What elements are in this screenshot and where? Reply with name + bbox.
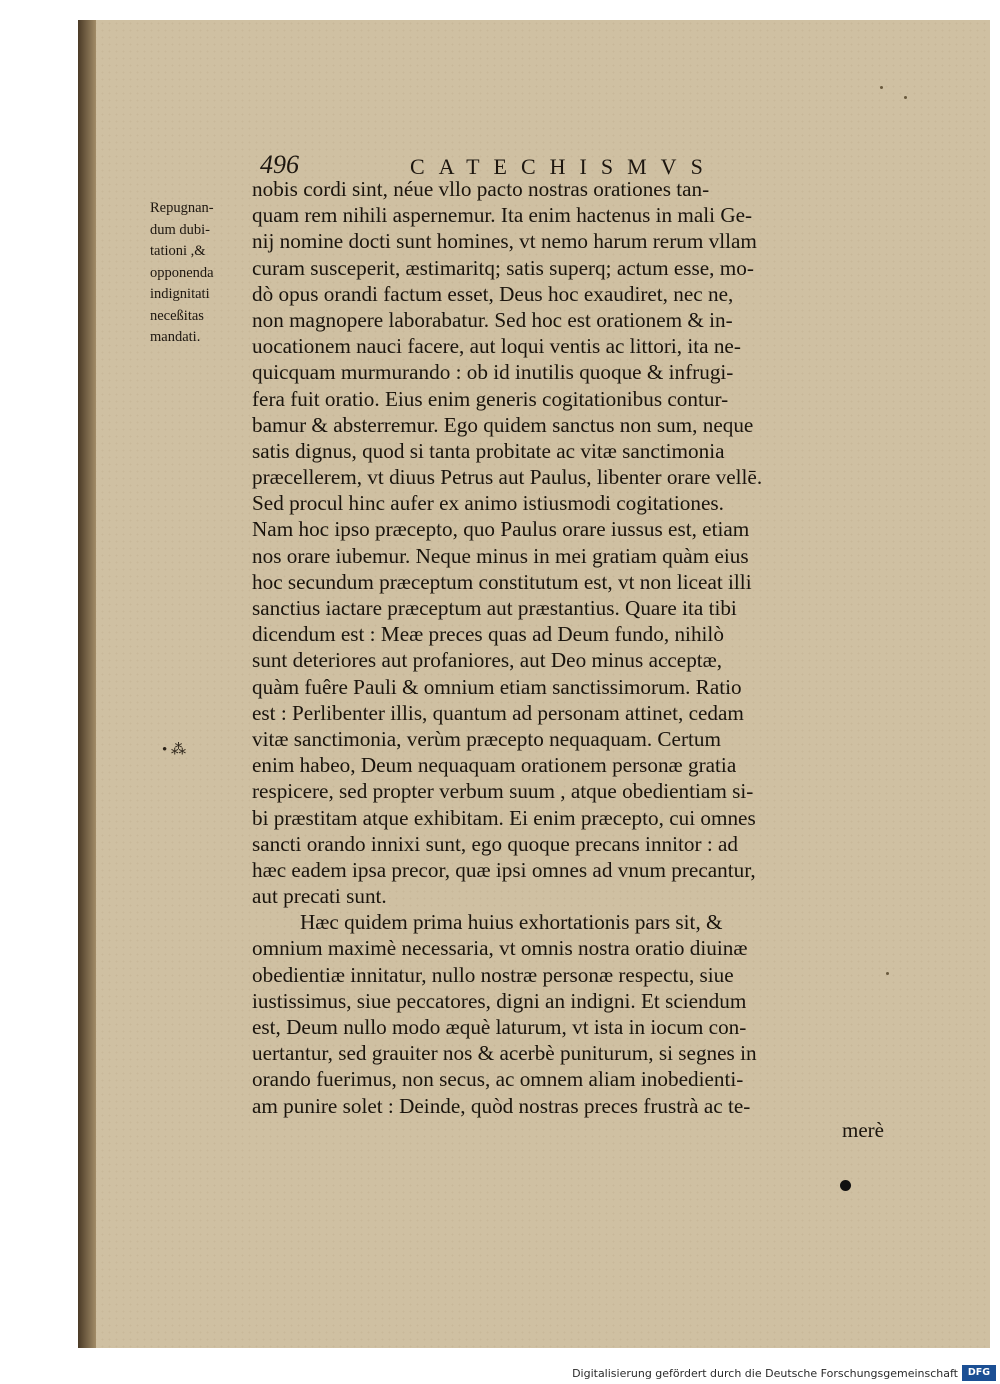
- text-line: nos orare iubemur. Neque minus in mei gratiam quàm eius: [252, 543, 749, 568]
- text-line: nobis cordi sint, néue vllo pacto nostras orationes tan-: [252, 177, 710, 201]
- paper-speck: [880, 86, 883, 89]
- text-line: sancti orando innixi sunt, ego quoque precans innitor : ad: [252, 831, 739, 856]
- funding-credit: Digitalisierung gefördert durch die Deutsche Forschungsgemeinschaft: [572, 1367, 958, 1380]
- text-line: respicere, sed propter verbum suum , atque obedientiam si-: [252, 779, 754, 804]
- digitization-footer: [0, 1364, 1000, 1384]
- text-line: am punire solet : Deinde, quòd nostras preces frustrà ac te-: [252, 1093, 751, 1118]
- text-line: non magnopere laborabatur. Sed hoc est orationem & in-: [252, 307, 733, 332]
- text-line: hæc eadem ipsa precor, quæ ipsi omnes ad vnum precantur,: [252, 857, 756, 882]
- text-line: obedientiæ innitatur, nullo nostræ personæ respectu, siue: [252, 962, 734, 987]
- paper-speck: [904, 96, 907, 99]
- text-line: orando fuerimus, non secus, ac omnem aliam inobedienti-: [252, 1067, 744, 1092]
- text-line: fera fuit oratio. Eius enim generis cogitationibus contur-: [252, 386, 729, 411]
- text-line: omnium maximè necessaria, vt omnis nostra oratio diuinæ: [252, 936, 748, 961]
- marginal-note-line: dum dubi-: [150, 221, 211, 238]
- text-line: quicquam murmurando : ob id inutilis quoque & infrugi-: [252, 360, 734, 385]
- text-line: est : Perlibenter illis, quantum ad personam attinet, cedam: [252, 700, 744, 725]
- text-line: uertantur, sed grauiter nos & acerbè puniturum, si segnes in: [252, 1041, 757, 1066]
- text-line: vitæ sanctimonia, verùm præcepto nequaquam. Certum: [252, 726, 721, 751]
- text-line: est, Deum nullo modo æquè laturum, vt ista in iocum con-: [252, 1015, 747, 1039]
- text-line: quam rem nihili aspernemur. Ita enim hactenus in mali Ge-: [252, 203, 753, 228]
- marginal-note: [150, 198, 260, 349]
- text-line: dò opus orandi factum esset, Deus hoc exaudiret, nec ne,: [252, 281, 734, 306]
- text-line: bi præstitam atque exhibitam. Ei enim præcepto, cui omnes: [252, 805, 756, 830]
- page-number: 496: [260, 150, 299, 179]
- paragraph-first-line: Hæc quidem prima huius exhortationis pars sit, &: [300, 910, 723, 935]
- ink-dot: [840, 1180, 851, 1191]
- text-line: Nam hoc ipso præcepto, quo Paulus orare iussus est, etiam: [252, 517, 750, 542]
- text-line: bamur & absterremur. Ego quidem sanctus non sum, neque: [252, 412, 754, 437]
- running-title: CATECHISMVS: [410, 154, 717, 179]
- dfg-logo: DFG: [962, 1365, 996, 1381]
- text-line: curam susceperit, æstimaritq; satis superq; actum esse, mo-: [252, 255, 754, 280]
- marginal-note-line: mandati.: [150, 329, 201, 345]
- text-line: quàm fuêre Pauli & omnium etiam sanctissimorum. Ratio: [252, 674, 742, 699]
- marginal-note-line: neceßitas: [150, 307, 204, 324]
- marginal-note-line: opponenda: [150, 264, 214, 281]
- text-line: uocationem nauci facere, aut loqui ventis ac littori, ita ne-: [252, 334, 741, 359]
- paper-speck: [886, 972, 889, 975]
- text-line: nij nomine docti sunt homines, vt nemo harum rerum vllam: [252, 229, 757, 254]
- text-line: enim habeo, Deum nequaquam orationem personæ gratia: [252, 753, 737, 778]
- catchword: merè: [842, 1118, 884, 1142]
- text-line: Sed procul hinc aufer ex animo istiusmodi cogitationes.: [252, 491, 724, 516]
- marginal-note-line: tationi ,&: [150, 243, 206, 259]
- text-line: aut precati sunt.: [252, 884, 387, 909]
- marginal-note-line: indignitati: [150, 286, 210, 302]
- text-line: satis dignus, quod si tanta probitate ac vitæ sanctimonia: [252, 438, 725, 463]
- marginal-note-line: Repugnan-: [150, 200, 214, 216]
- text-line: hoc secundum præceptum constitutum est, vt non liceat illi: [252, 569, 752, 594]
- page-binding-edge: [78, 20, 96, 1348]
- text-line: sanctius iactare præceptum aut præstantius. Quare ita tibi: [252, 596, 737, 620]
- text-line: dicendum est : Meæ preces quas ad Deum fundo, nihilò: [252, 622, 724, 647]
- text-line: iustissimus, siue peccatores, digni an indigni. Et sciendum: [252, 988, 747, 1013]
- text-line: sunt deteriores aut profaniores, aut Deo minus acceptæ,: [252, 648, 723, 673]
- text-line: præcellerem, vt diuus Petrus aut Paulus, libenter orare vellē.: [252, 465, 763, 490]
- marginal-mark: • ⁂: [162, 742, 187, 758]
- main-text-block: [252, 176, 874, 1119]
